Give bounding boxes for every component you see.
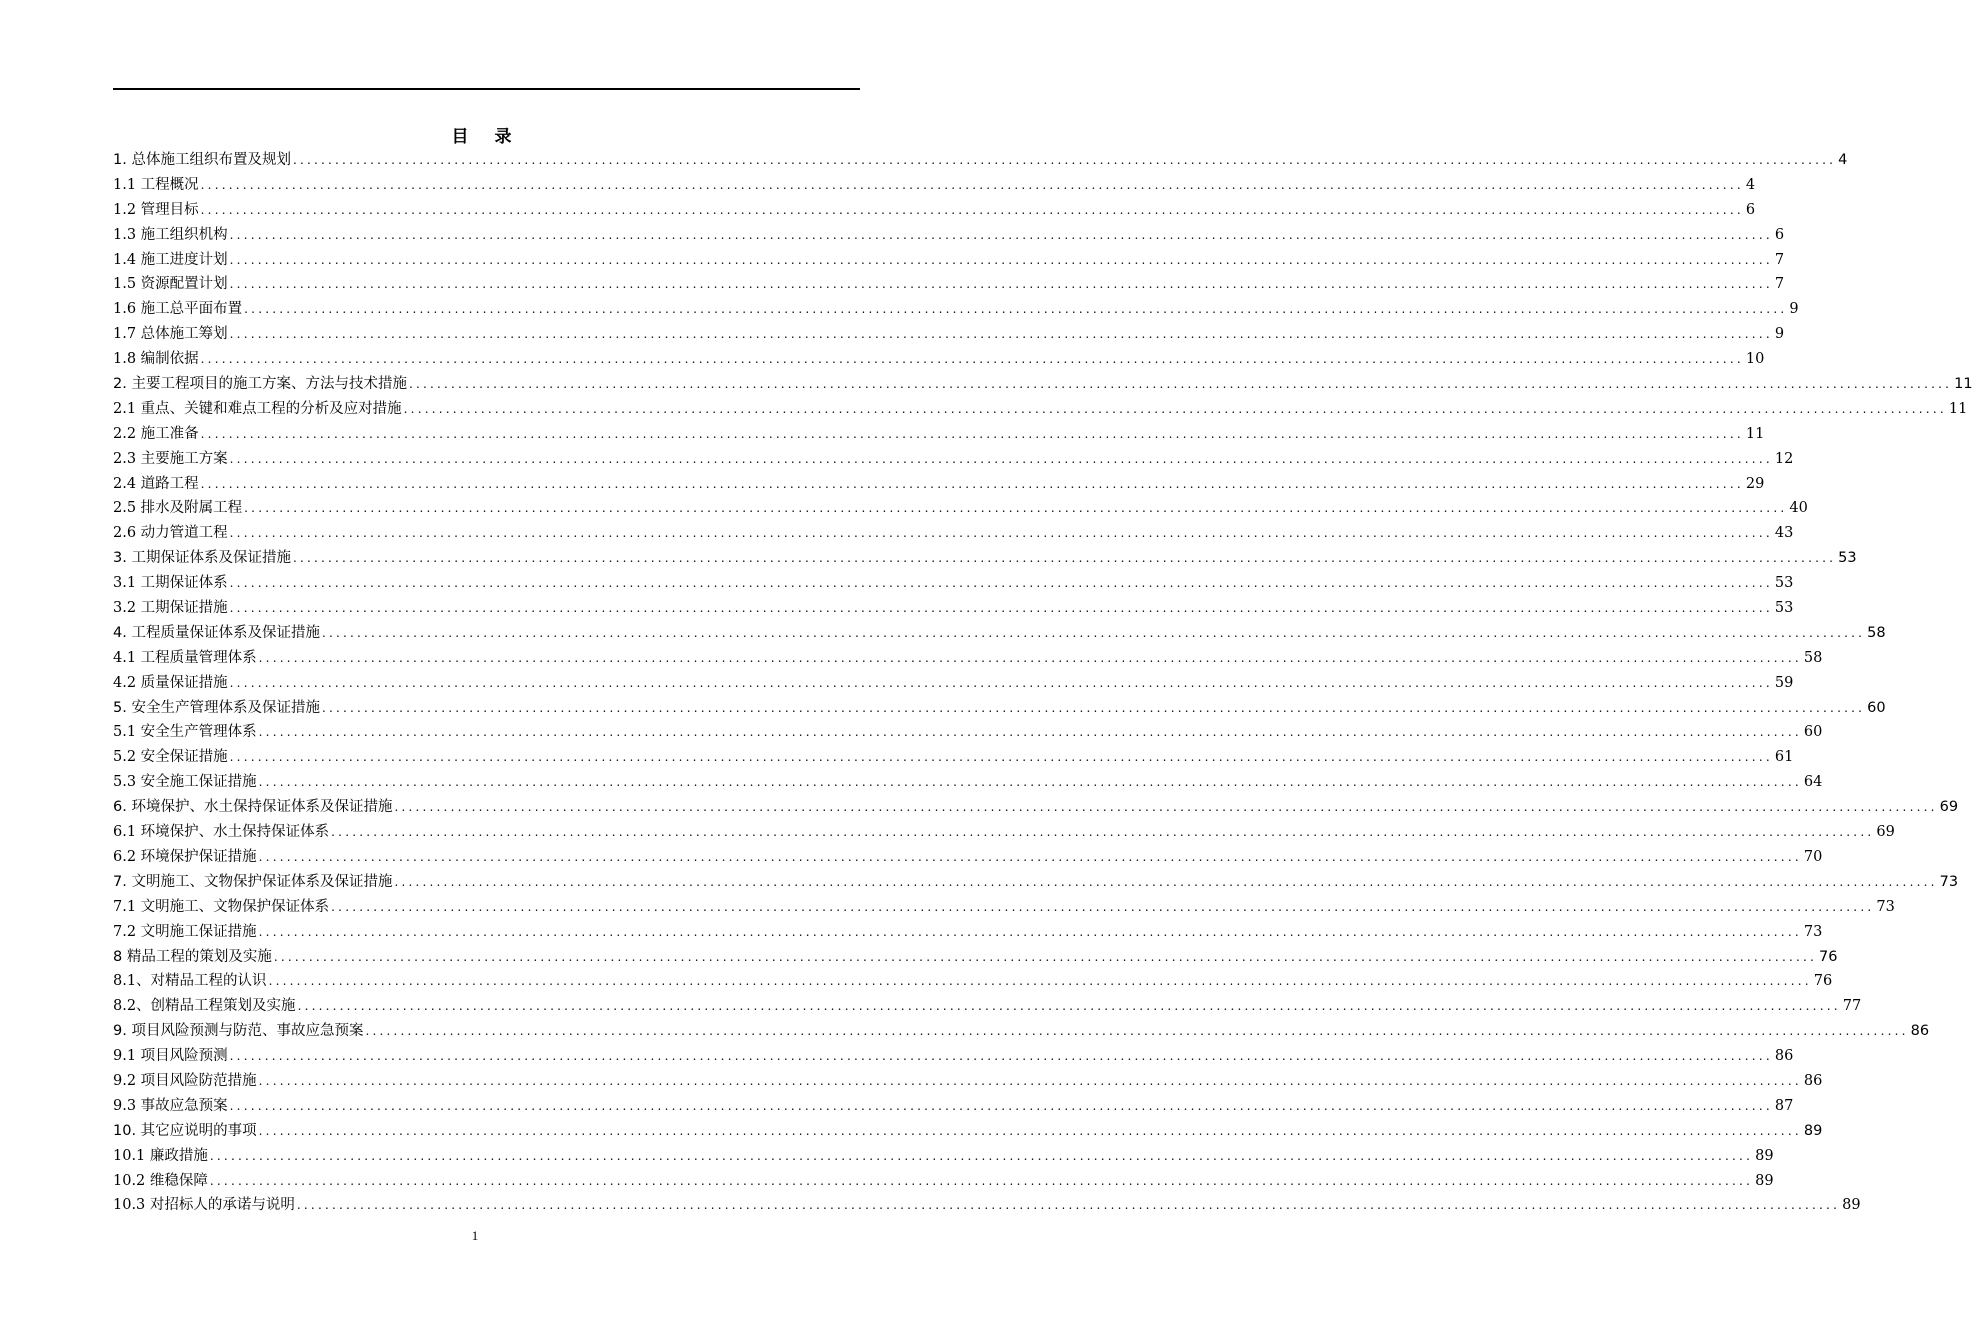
toc-dot-leader: ............................................................................................................................................................................................................................ (200, 177, 1744, 192)
toc-entry-label: 2.5 排水及附属工程 (113, 500, 243, 517)
toc-subsection-entry[interactable] (113, 820, 1895, 845)
toc-dot-leader: ............................................................................................................................................................................................................................ (321, 625, 1866, 640)
toc-entry-page: 11 (1745, 425, 1765, 442)
toc-entry-page: 89 (1842, 1197, 1861, 1214)
toc-entry-label: 2.6 动力管道工程 (113, 525, 228, 542)
toc-subsection-entry[interactable] (113, 646, 1823, 671)
toc-entry-label: 1.4 施工进度计划 (113, 251, 228, 268)
toc-dot-leader: ............................................................................................................................................................................................................................ (200, 202, 1744, 217)
toc-entry-label: 9.2 项目风险防范措施 (113, 1072, 257, 1089)
toc-subsection-entry[interactable] (113, 397, 1968, 422)
toc-subsection-entry[interactable] (113, 272, 1785, 297)
toc-entry-page: 73 (1939, 873, 1959, 890)
table-of-contents (113, 148, 1973, 1218)
toc-dot-leader: ............................................................................................................................................................................................................................ (229, 576, 1773, 591)
toc-entry-page: 70 (1803, 848, 1823, 865)
toc-subsection-entry[interactable] (113, 223, 1785, 248)
toc-dot-leader: ............................................................................................................................................................................................................................ (229, 750, 1773, 765)
toc-entry-page: 61 (1774, 749, 1794, 766)
toc-subsection-entry[interactable] (113, 920, 1823, 945)
toc-title: 目 录 (451, 127, 522, 147)
toc-dot-leader: ............................................................................................................................................................................................................................ (209, 1173, 1754, 1188)
toc-entry-page: 60 (1803, 724, 1823, 741)
toc-dot-leader: ............................................................................................................................................................................................................................ (209, 1148, 1754, 1163)
toc-dot-leader: ............................................................................................................................................................................................................................ (200, 352, 1744, 367)
toc-entry-page: 10 (1745, 351, 1765, 368)
toc-entry-label: 1.7 总体施工筹划 (113, 326, 228, 343)
toc-section-entry[interactable] (113, 696, 1886, 721)
toc-entry-page: 89 (1803, 1122, 1823, 1139)
toc-entry-label: 1.5 资源配置计划 (113, 276, 228, 293)
toc-dot-leader: ............................................................................................................................................................................................................................ (244, 501, 1788, 516)
toc-entry-label: 2.3 主要施工方案 (113, 450, 228, 467)
toc-section-entry[interactable] (113, 546, 1857, 571)
toc-entry-page: 11 (1948, 400, 1968, 417)
toc-dot-leader: ............................................................................................................................................................................................................................ (408, 377, 1953, 392)
toc-entry-label: 2.1 重点、关键和难点工程的分析及应对措施 (113, 400, 402, 417)
toc-entry-label: 9.3 事故应急预案 (113, 1097, 228, 1114)
toc-subsection-entry[interactable] (113, 1069, 1823, 1094)
toc-section-entry[interactable] (113, 372, 1973, 397)
toc-subsection-entry[interactable] (113, 1193, 1861, 1218)
toc-dot-leader: ............................................................................................................................................................................................................................ (297, 999, 1841, 1014)
toc-subsection-entry[interactable] (113, 770, 1823, 795)
toc-entry-page: 76 (1813, 973, 1833, 990)
toc-subsection-entry[interactable] (113, 671, 1794, 696)
toc-entry-label: 2. 主要工程项目的施工方案、方法与技术措施 (113, 376, 407, 393)
toc-section-entry[interactable] (113, 1019, 1930, 1044)
toc-dot-leader: ............................................................................................................................................................................................................................ (258, 725, 1802, 740)
toc-dot-leader: ............................................................................................................................................................................................................................ (321, 700, 1866, 715)
toc-entry-label: 8.2、创精品工程策划及实施 (113, 998, 296, 1015)
toc-dot-leader: ............................................................................................................................................................................................................................ (229, 1049, 1773, 1064)
toc-dot-leader: ............................................................................................................................................................................................................................ (365, 1024, 1909, 1039)
toc-entry-page: 6 (1774, 226, 1785, 243)
toc-entry-page: 77 (1842, 998, 1862, 1015)
toc-subsection-entry[interactable] (113, 1094, 1794, 1119)
toc-entry-page: 73 (1876, 898, 1895, 915)
toc-entry-label: 10.2 维稳保障 (113, 1172, 208, 1189)
toc-subsection-entry[interactable] (113, 895, 1895, 920)
toc-entry-page: 6 (1745, 201, 1756, 218)
toc-dot-leader: ............................................................................................................................................................................................................................ (331, 899, 1875, 914)
toc-dot-leader: ............................................................................................................................................................................................................................ (394, 874, 1938, 889)
toc-entry-label: 9.1 项目风险预测 (113, 1048, 228, 1065)
toc-entry-label: 4.1 工程质量管理体系 (113, 649, 257, 666)
toc-subsection-entry[interactable] (113, 198, 1756, 223)
toc-entry-page: 86 (1803, 1072, 1823, 1089)
toc-subsection-entry[interactable] (113, 571, 1794, 596)
toc-subsection-entry[interactable] (113, 1169, 1774, 1194)
toc-entry-page: 58 (1803, 649, 1823, 666)
toc-entry-label: 6.1 环境保护、水土保持保证体系 (113, 824, 330, 841)
toc-dot-leader: ............................................................................................................................................................................................................................ (229, 526, 1773, 541)
toc-entry-label: 5.1 安全生产管理体系 (113, 724, 257, 741)
toc-dot-leader: ............................................................................................................................................................................................................................ (273, 949, 1818, 964)
toc-dot-leader: ............................................................................................................................................................................................................................ (229, 227, 1773, 242)
toc-entry-label: 2.4 道路工程 (113, 475, 199, 492)
toc-entry-page: 11 (1954, 376, 1973, 393)
toc-dot-leader: ............................................................................................................................................................................................................................ (258, 849, 1802, 864)
toc-subsection-entry[interactable] (113, 845, 1823, 870)
toc-entry-page: 29 (1745, 475, 1765, 492)
toc-entry-page: 86 (1910, 1023, 1930, 1040)
toc-entry-page: 53 (1774, 575, 1794, 592)
toc-section-entry[interactable] (113, 148, 1848, 173)
toc-entry-label: 6. 环境保护、水土保持保证体系及保证措施 (113, 799, 393, 816)
toc-entry-page: 7 (1774, 251, 1785, 268)
toc-subsection-entry[interactable] (113, 745, 1794, 770)
toc-entry-label: 10. 其它应说明的事项 (113, 1122, 257, 1139)
toc-dot-leader: ............................................................................................................................................................................................................................ (244, 302, 1788, 317)
toc-entry-page: 87 (1774, 1097, 1794, 1114)
toc-dot-leader: ............................................................................................................................................................................................................................ (229, 252, 1773, 267)
toc-entry-label: 8 精品工程的策划及实施 (113, 948, 272, 965)
toc-entry-label: 6.2 环境保护保证措施 (113, 848, 257, 865)
toc-section-entry[interactable] (113, 621, 1886, 646)
toc-dot-leader: ............................................................................................................................................................................................................................ (229, 1098, 1773, 1113)
toc-entry-label: 1.8 编制依据 (113, 351, 199, 368)
toc-entry-label: 7.2 文明施工保证措施 (113, 923, 257, 940)
toc-entry-page: 43 (1774, 525, 1794, 542)
toc-entry-page: 76 (1819, 948, 1838, 965)
toc-dot-leader: ............................................................................................................................................................................................................................ (258, 924, 1802, 939)
toc-entry-label: 8.1、对精品工程的认识 (113, 973, 267, 990)
header-rule (113, 88, 860, 90)
toc-entry-label: 7. 文明施工、文物保护保证体系及保证措施 (113, 873, 393, 890)
toc-entry-page: 53 (1774, 600, 1794, 617)
toc-entry-label: 3. 工期保证体系及保证措施 (113, 550, 291, 567)
toc-dot-leader: ............................................................................................................................................................................................................................ (229, 327, 1773, 342)
toc-entry-label: 1.1 工程概况 (113, 176, 199, 193)
toc-section-entry[interactable] (113, 1119, 1823, 1144)
toc-dot-leader: ............................................................................................................................................................................................................................ (258, 1073, 1802, 1088)
toc-section-entry[interactable] (113, 945, 1838, 970)
toc-entry-page: 12 (1774, 450, 1794, 467)
toc-dot-leader: ............................................................................................................................................................................................................................ (258, 1123, 1802, 1138)
toc-subsection-entry[interactable] (113, 472, 1765, 497)
toc-subsection-entry[interactable] (113, 422, 1765, 447)
toc-entry-label: 3.2 工期保证措施 (113, 600, 228, 617)
toc-subsection-entry[interactable] (113, 521, 1794, 546)
toc-entry-label: 4.2 质量保证措施 (113, 674, 228, 691)
toc-dot-leader: ............................................................................................................................................................................................................................ (268, 974, 1812, 989)
toc-dot-leader: ............................................................................................................................................................................................................................ (229, 277, 1773, 292)
toc-entry-page: 59 (1774, 674, 1794, 691)
toc-entry-page: 89 (1755, 1147, 1774, 1164)
toc-subsection-entry[interactable] (113, 994, 1862, 1019)
toc-subsection-entry[interactable] (113, 1044, 1794, 1069)
toc-entry-label: 10.1 廉政措施 (113, 1147, 208, 1164)
toc-dot-leader: ............................................................................................................................................................................................................................ (258, 650, 1802, 665)
toc-subsection-entry[interactable] (113, 248, 1785, 273)
toc-subsection-entry[interactable] (113, 322, 1785, 347)
toc-entry-page: 69 (1939, 799, 1959, 816)
toc-dot-leader: ............................................................................................................................................................................................................................ (229, 675, 1773, 690)
toc-entry-page: 4 (1745, 176, 1756, 193)
toc-dot-leader: ............................................................................................................................................................................................................................ (296, 1198, 1841, 1213)
toc-entry-label: 1. 总体施工组织布置及规划 (113, 152, 291, 168)
toc-entry-page: 69 (1876, 824, 1895, 841)
toc-dot-leader: ............................................................................................................................................................................................................................ (292, 551, 1837, 566)
toc-subsection-entry[interactable] (113, 297, 1799, 322)
toc-section-entry[interactable] (113, 870, 1959, 895)
toc-dot-leader: ............................................................................................................................................................................................................................ (229, 451, 1773, 466)
toc-dot-leader: ............................................................................................................................................................................................................................ (258, 775, 1802, 790)
toc-entry-label: 4. 工程质量保证体系及保证措施 (113, 624, 320, 641)
toc-entry-page: 73 (1803, 923, 1823, 940)
toc-dot-leader: ............................................................................................................................................................................................................................ (292, 153, 1837, 167)
toc-entry-label: 9. 项目风险预测与防范、事故应急预案 (113, 1023, 364, 1040)
toc-entry-label: 1.2 管理目标 (113, 201, 199, 218)
toc-entry-label: 10.3 对招标人的承诺与说明 (113, 1197, 295, 1214)
toc-entry-label: 5. 安全生产管理体系及保证措施 (113, 699, 320, 716)
toc-entry-page: 58 (1867, 624, 1886, 641)
toc-entry-label: 5.3 安全施工保证措施 (113, 774, 257, 791)
toc-dot-leader: ............................................................................................................................................................................................................................ (394, 800, 1938, 815)
toc-entry-page: 89 (1755, 1172, 1774, 1189)
toc-subsection-entry[interactable] (113, 720, 1823, 745)
toc-dot-leader: ............................................................................................................................................................................................................................ (331, 825, 1875, 840)
toc-subsection-entry[interactable] (113, 347, 1765, 372)
toc-entry-page: 9 (1774, 326, 1785, 343)
toc-subsection-entry[interactable] (113, 496, 1808, 521)
toc-entry-label: 5.2 安全保证措施 (113, 749, 228, 766)
toc-entry-label: 1.6 施工总平面布置 (113, 301, 243, 318)
toc-dot-leader: ............................................................................................................................................................................................................................ (200, 426, 1744, 441)
toc-entry-page: 53 (1838, 550, 1857, 567)
toc-entry-label: 3.1 工期保证体系 (113, 575, 228, 592)
page-number: 1 (471, 1228, 479, 1243)
toc-dot-leader: ............................................................................................................................................................................................................................ (229, 601, 1773, 616)
toc-entry-page: 64 (1803, 774, 1823, 791)
toc-entry-page: 86 (1774, 1048, 1794, 1065)
toc-subsection-entry[interactable] (113, 1144, 1774, 1169)
toc-entry-label: 2.2 施工准备 (113, 425, 199, 442)
toc-entry-page: 7 (1774, 276, 1785, 293)
toc-subsection-entry[interactable] (113, 969, 1833, 994)
toc-entry-page: 60 (1867, 699, 1886, 716)
toc-subsection-entry[interactable] (113, 173, 1756, 198)
toc-entry-page: 40 (1789, 500, 1808, 517)
toc-subsection-entry[interactable] (113, 596, 1794, 621)
toc-subsection-entry[interactable] (113, 447, 1794, 472)
toc-entry-label: 7.1 文明施工、文物保护保证体系 (113, 898, 330, 915)
toc-entry-page: 9 (1789, 301, 1799, 318)
toc-section-entry[interactable] (113, 795, 1959, 820)
toc-entry-page: 4 (1838, 152, 1848, 168)
toc-dot-leader: ............................................................................................................................................................................................................................ (200, 476, 1744, 491)
toc-entry-label: 1.3 施工组织机构 (113, 226, 228, 243)
toc-dot-leader: ............................................................................................................................................................................................................................ (403, 401, 1947, 416)
